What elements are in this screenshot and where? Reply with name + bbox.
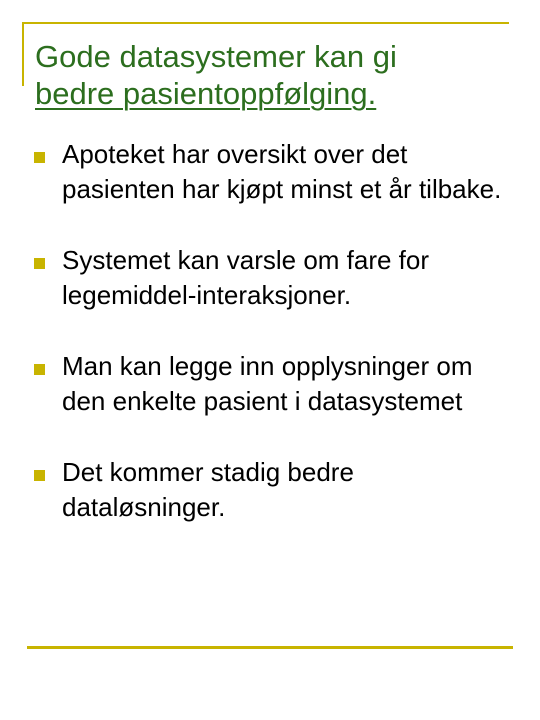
slide-title [35, 38, 505, 112]
bullet-text-2: Systemet kan varsle om fare for legemiddel-interaksjoner. [62, 245, 430, 310]
title-line-1: Gode datasystemer kan gi [35, 39, 397, 74]
bullet-item-1 [32, 137, 502, 207]
bullet-text-4: Det kommer stadig bedre dataløsninger. [62, 457, 354, 522]
bullet-item-3 [32, 349, 502, 419]
square-bullet-icon [34, 470, 45, 481]
square-bullet-icon [34, 364, 45, 375]
bottom-rule [27, 646, 513, 649]
left-rule [22, 22, 24, 86]
top-rule [22, 22, 509, 24]
bullet-text-1: Apoteket har oversikt over det pasienten har kjøpt minst et år tilbake. [62, 139, 502, 204]
square-bullet-icon [34, 152, 45, 163]
bullet-item-2 [32, 243, 502, 313]
bullet-list [32, 137, 502, 525]
bullet-item-4 [32, 455, 502, 525]
bullet-text-3: Man kan legge inn opplysninger om den enkelte pasient i datasystemet [62, 351, 473, 416]
square-bullet-icon [34, 258, 45, 269]
title-line-2: bedre pasientoppfølging. [35, 76, 377, 111]
